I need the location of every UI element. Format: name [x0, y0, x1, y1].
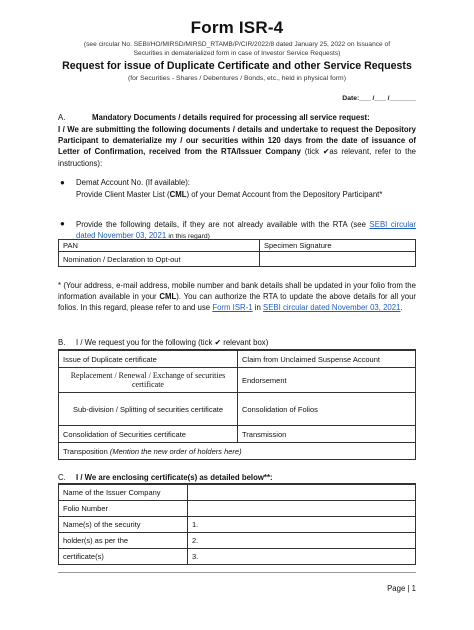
cml-abbrev: CML: [169, 190, 187, 199]
sebi-circular-link[interactable]: SEBI circular dated November 03, 2021: [76, 220, 416, 241]
form-title: Form ISR-4: [190, 18, 284, 37]
demat-cml-instruction: [76, 189, 416, 200]
holder-1-input[interactable]: 1.: [188, 517, 416, 533]
folio-number-label: Folio Number: [59, 501, 188, 517]
provide-details-text: Provide the following details, if they are not already available with the RTA (see: [76, 220, 366, 229]
table-row: [59, 517, 416, 533]
holder-name-label-1: Name(s) of the security: [59, 517, 188, 533]
table-row: [59, 501, 416, 517]
duplicate-certificate-option[interactable]: Issue of Duplicate certificate: [59, 351, 238, 368]
page-number: Page | 1: [387, 584, 416, 593]
circular-reference-line1: (see circular No. SEBI/HO/MIRSD/MIRSD_RTAMB/P/CIR/2022/8 dated January 25, 2022 on Issuance of: [83, 41, 391, 48]
circular-reference-line2: Securities in dematerialized form in case of Investor Service Requests): [133, 50, 341, 57]
table-row: [59, 443, 416, 460]
replacement-option[interactable]: Replacement / Renewal / Exchange of securities certificate: [59, 368, 238, 393]
nomination-cell[interactable]: Nomination / Declaration to Opt-out: [59, 252, 260, 267]
transmission-option[interactable]: Transmission: [238, 426, 416, 443]
table-row: [59, 485, 416, 501]
date-field[interactable]: Date:___ /___ /_______: [342, 95, 416, 102]
section-a-heading: Mandatory Documents / details required for processing all service request:: [92, 113, 370, 122]
note-end: .: [400, 303, 403, 313]
bullet-icon: ●: [60, 219, 65, 228]
form-subnote: (for Securities - Shares / Debentures / Bonds, etc., held in physical form): [128, 75, 346, 82]
consolidation-folios-option[interactable]: Consolidation of Folios: [238, 393, 416, 426]
form-isr1-link[interactable]: Form ISR-1: [212, 303, 253, 313]
table-row: [59, 393, 416, 426]
note-in: in: [254, 303, 261, 313]
endorsement-option[interactable]: Endorsement: [238, 368, 416, 393]
undertaking-text: I / We are submitting the following documents / details and undertake to request the Depository Participant to dematerialize my / our securities within 120 days from the date of issuance of Letter of Confirmation, received from the RTA/Issuer Company: [58, 125, 416, 157]
provide-details-tail: in this regard): [168, 233, 210, 241]
specimen-signature-cell[interactable]: Specimen Signature: [260, 240, 416, 252]
transposition-label: Transposition: [63, 446, 108, 456]
issuer-company-input[interactable]: [188, 485, 416, 501]
section-a-paragraph: [58, 124, 416, 169]
note-cml: CML: [159, 292, 177, 302]
table-row: [59, 252, 416, 267]
unclaimed-suspense-option[interactable]: Claim from Unclaimed Suspense Account: [238, 351, 416, 368]
footer-divider: [58, 572, 416, 573]
cml-text-post: ) of your Demat Account from the Depository Participant*: [186, 190, 383, 199]
note-text-mid: ). You can authorize the RTA to update the above details for all your folios. In this regard, please refer to and use: [58, 292, 417, 313]
subdivision-option[interactable]: Sub-division / Splitting of securities certificate: [59, 393, 238, 426]
undertaking-tail: (tick ✔as relevant, refer to the instructions):: [58, 147, 417, 168]
section-c-heading: I / We are enclosing certificate(s) as detailed below**:: [76, 473, 273, 482]
section-a-label: A.: [58, 113, 66, 122]
holder-2-input[interactable]: 2.: [188, 533, 416, 549]
address-update-note: [58, 280, 416, 314]
section-b-label: B.: [58, 338, 66, 347]
section-c-label: C.: [58, 473, 66, 482]
pan-cell[interactable]: PAN: [59, 240, 260, 252]
nomination-value-cell[interactable]: [260, 252, 416, 267]
mandatory-details-table: [58, 239, 416, 267]
holder-3-input[interactable]: 3.: [188, 549, 416, 565]
table-row: [59, 549, 416, 565]
consolidation-securities-option[interactable]: Consolidation of Securities certificate: [59, 426, 238, 443]
transposition-option[interactable]: [59, 443, 416, 460]
table-row: [59, 426, 416, 443]
table-row: [59, 351, 416, 368]
demat-account-label: Demat Account No. (If available):: [76, 178, 190, 187]
sebi-circular-link-2[interactable]: SEBI circular dated November 03, 2021: [263, 303, 401, 313]
section-b-heading: I / We request you for the following (tick ✔ relevant box): [76, 338, 269, 347]
table-row: [59, 240, 416, 252]
form-subtitle: Request for issue of Duplicate Certificate and other Service Requests: [62, 60, 412, 72]
cml-text-pre: Provide Client Master List (: [76, 190, 170, 199]
holder-name-label-3: certificate(s): [59, 549, 188, 565]
issuer-company-label: Name of the Issuer Company: [59, 485, 188, 501]
transposition-note: (Mention the new order of holders here): [109, 446, 242, 456]
holder-name-label-2: holder(s) as per the: [59, 533, 188, 549]
folio-number-input[interactable]: [188, 501, 416, 517]
bullet-icon: ●: [60, 178, 65, 187]
service-request-table: [58, 350, 416, 460]
table-row: [59, 533, 416, 549]
note-text-pre: * (Your address, e-mail address, mobile number and bank details shall be updated in your folio from the information available in your: [58, 281, 416, 302]
certificate-details-table: [58, 484, 416, 565]
table-row: [59, 368, 416, 393]
